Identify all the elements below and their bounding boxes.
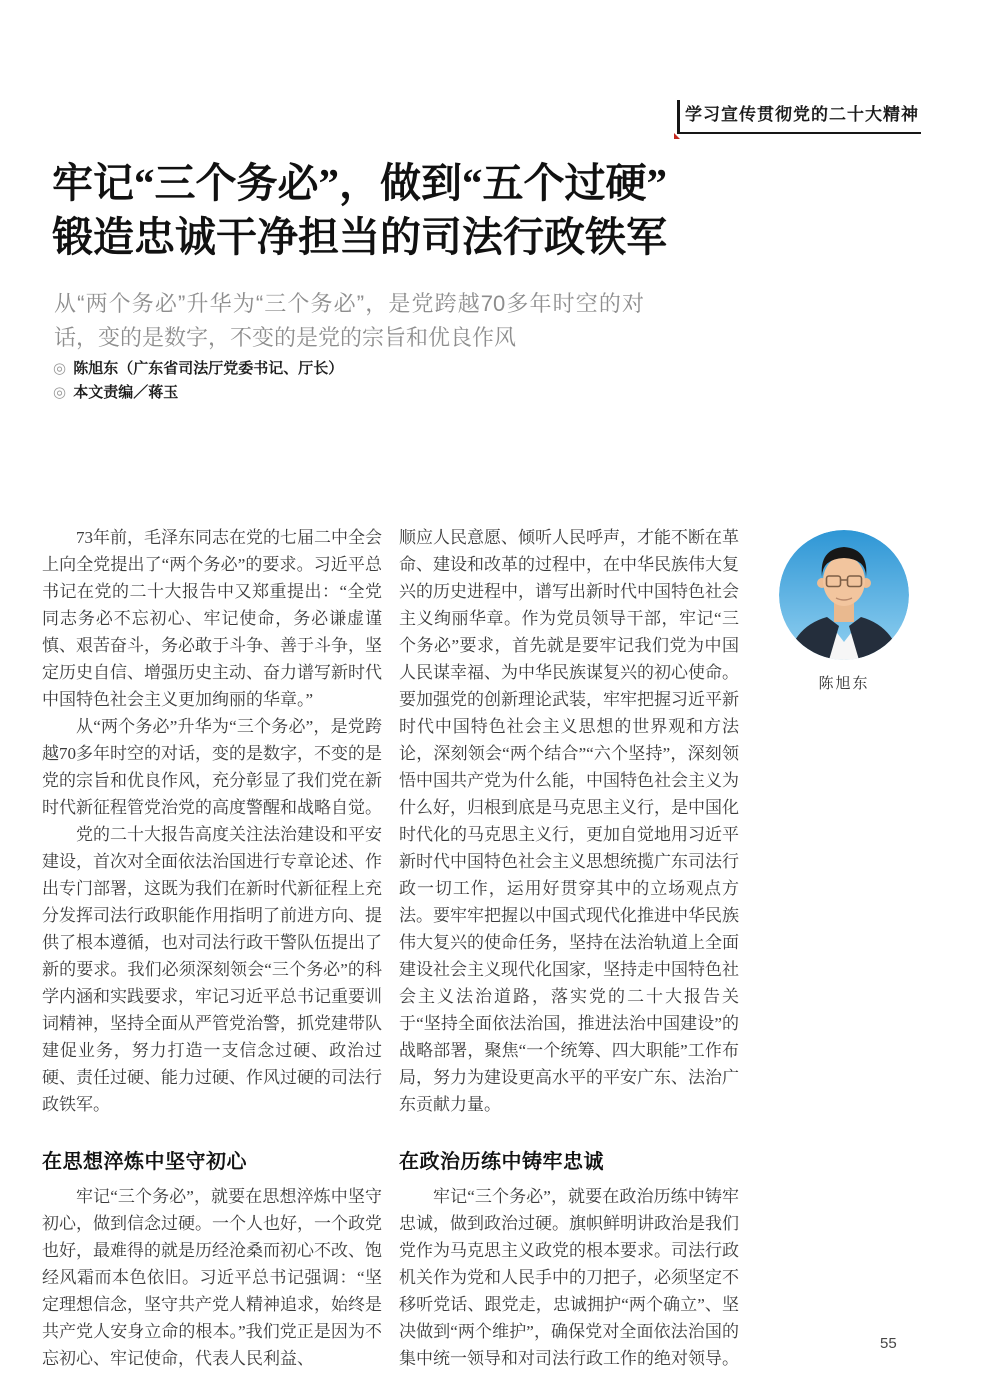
right-column	[399, 524, 739, 1372]
person-illustration	[779, 530, 909, 660]
section-banner	[677, 97, 921, 134]
paragraph: 党的二十大报告高度关注法治建设和平安建设，首次对全面依法治国进行专章论述、作出专门部署，这既为我们在新时代新征程上充分发挥司法行政职能作用指明了前进方向、提供了根本遵循，也对司法行政干警队伍提出了新的要求。我们必须深刻领会“三个务必”的科学内涵和实践要求，牢记习近平总书记重要训词精神，坚持全面从严管党治警，抓党建带队建促业务，努力打造一支信念过硬、政治过硬、责任过硬、能力过硬、作风过硬的司法行政铁军。	[42, 825, 382, 1114]
section-heading-politics: 在政治历练中铸牢忠诚	[399, 1151, 604, 1173]
byline-bullet-icon: ◎	[53, 384, 67, 401]
left-column	[42, 524, 382, 1372]
banner-red-accent-icon	[674, 133, 680, 139]
author-name: 陈旭东（广东省司法厅党委书记、厅长）	[73, 360, 344, 377]
author-line	[53, 357, 343, 381]
paragraph: 牢记“三个务必”，就要在政治历练中铸牢忠诚，做到政治过硬。旗帜鲜明讲政治是我们党作为马克思主义政党的根本要求。司法行政机关作为党和人民手中的刀把子，必须坚定不移听党话、跟党走，忠诚拥护“两个确立”、坚决做到“两个维护”，确保党对全面依法治国的集中统一领导和对司法行政工作的绝对领导。	[399, 1187, 739, 1368]
portrait-caption: 陈旭东	[818, 675, 870, 692]
byline	[53, 357, 343, 405]
title-line-2: 锻造忠诚干净担当的司法行政铁军	[52, 214, 667, 260]
article-title	[52, 156, 667, 264]
paragraph: 从“两个务必”升华为“三个务必”，是党跨越70多年时空的对话，变的是数字，不变的是党的宗旨和优良作风，充分彰显了我们党在新时代新征程管党治党的高度警醒和战略自觉。	[42, 717, 382, 817]
section-banner-text: 学习宣传贯彻党的二十大精神	[685, 105, 919, 124]
paragraph: 73年前，毛泽东同志在党的七届二中全会上向全党提出了“两个务必”的要求。习近平总书记在党的二十大报告中又郑重提出：“全党同志务必不忘初心、牢记使命，务必谦虚谨慎、艰苦奋斗，务必敢于斗争、善于斗争，坚定历史自信、增强历史主动、奋力谱写新时代中国特色社会主义更加绚丽的华章。”	[42, 528, 382, 709]
editor-name: 本文责编／蒋玉	[73, 384, 179, 401]
title-line-1: 牢记“三个务必”，做到“五个过硬”	[52, 160, 667, 206]
banner-vertical-bar	[677, 100, 680, 134]
section-heading-thought: 在思想淬炼中坚守初心	[42, 1151, 247, 1173]
paragraph-continuation: 顺应人民意愿、倾听人民呼声，才能不断在革命、建设和改革的过程中，在中华民族伟大复兴的历史进程中，谱写出新时代中国特色社会主义绚丽华章。作为党员领导干部，牢记“三个务必”要求，首先就是要牢记我们党为中国人民谋幸福、为中华民族谋复兴的初心使命。要加强党的创新理论武装，牢牢把握习近平新时代中国特色社会主义思想的世界观和方法论，深刻领会“两个结合”“六个坚持”，深刻领悟中国共产党为什么能，中国特色社会主义为什么好，归根到底是马克思主义行，是中国化时代化的马克思主义行，更加自觉地用习近平新时代中国特色社会主义思想统揽广东司法行政一切工作，运用好贯穿其中的立场观点方法。要牢牢把握以中国式现代化推进中华民族伟大复兴的使命任务，坚持在法治轨道上全面建设社会主义现代化国家，坚持走中国特色社会主义法治道路，落实党的二十大报告关于“坚持全面依法治国，推进法治中国建设”的战略部署，聚焦“一个统筹、四大职能”工作布局，努力为建设更高水平的平安广东、法治广东贡献力量。	[399, 528, 739, 1114]
byline-bullet-icon: ◎	[53, 360, 67, 377]
article-body	[42, 524, 739, 1372]
article-subtitle: 从“两个务必”升华为“三个务必”，是党跨越70多年时空的对话，变的是数字，不变的是党的宗旨和优良作风	[54, 291, 644, 350]
page-number: 55	[880, 1335, 897, 1352]
portrait-photo	[779, 530, 909, 660]
portrait-figure	[779, 530, 909, 693]
editor-line	[53, 381, 343, 405]
paragraph: 牢记“三个务必”，就要在思想淬炼中坚守初心，做到信念过硬。一个人也好，一个政党也好，最难得的就是历经沧桑而初心不改、饱经风霜而本色依旧。习近平总书记强调：“坚定理想信念，坚守共产党人精神追求，始终是共产党人安身立命的根本。”我们党正是因为不忘初心、牢记使命，代表人民利益、	[42, 1187, 382, 1368]
